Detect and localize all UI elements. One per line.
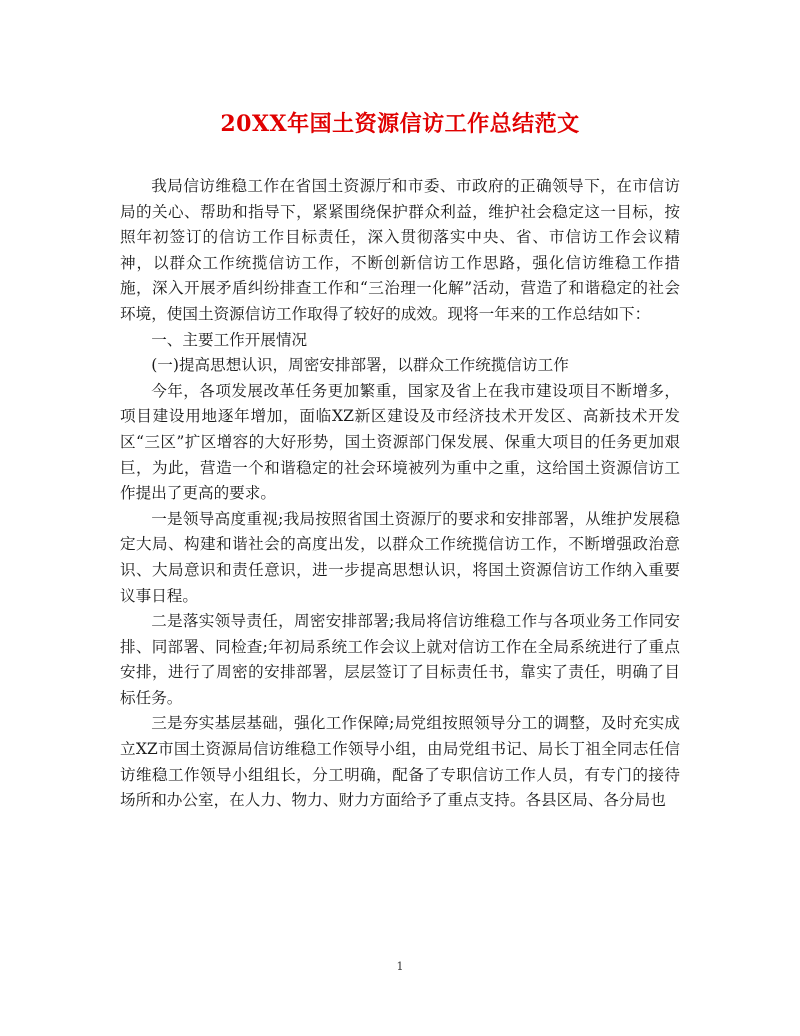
subsection-heading: (一)提高思想认识，周密安排部署，以群众工作统揽信访工作 (151, 356, 569, 375)
section-heading: 一、主要工作开展情况 (151, 330, 308, 349)
paragraph: 二是落实领导责任，周密安排部署;我局将信访维稳工作与各项业务工作同安排、同部署、同检查;年初局系统工作会议上就对信访工作在全局系统进行了重点安排，进行了周密的安排部署，层层签订了目标责任书，靠实了责任，明确了目标任务。 (120, 612, 680, 707)
paragraph: 今年，各项发展改革任务更加繁重，国家及省上在我市建设项目不断增多，项目建设用地逐年增加，面临XZ新区建设及市经济技术开发区、高新技术开发区“三区”扩区增容的大好形势，国土资源部门保发展、保重大项目的任务更加艰巨，为此，营造一个和谐稳定的社会环境被列为重中之重，这给国土资源信访工作提出了更高的要求。 (120, 381, 680, 503)
document-title: 20XX年国土资源信访工作总结范文 (220, 111, 580, 137)
document-body (120, 174, 680, 814)
paragraph: 一是领导高度重视;我局按照省国土资源厅的要求和安排部署，从维护发展稳定大局、构建和谐社会的高度出发，以群众工作统揽信访工作，不断增强政治意识、大局意识和责任意识，进一步提高思想认识，将国土资源信访工作纳入重要议事日程。 (120, 509, 680, 605)
page-number: 1 (396, 960, 404, 973)
paragraph-intro: 我局信访维稳工作在省国土资源厅和市委、市政府的正确领导下，在市信访局的关心、帮助和指导下，紧紧围绕保护群众利益，维护社会稳定这一目标，按照年初签订的信访工作目标责任，深入贯彻落实中央、省、市信访工作会议精神，以群众工作统揽信访工作，不断创新信访工作思路，强化信访维稳工作措施，深入开展矛盾纠纷排查工作和“三治理一化解”活动，营造了和谐稳定的社会环境，使国土资源信访工作取得了较好的成效。现将一年来的工作总结如下： (120, 177, 680, 323)
paragraph: 三是夯实基层基础，强化工作保障;局党组按照领导分工的调整，及时充实成立XZ市国土资源局信访维稳工作领导小组，由局党组书记、局长丁祖全同志任信访维稳工作领导小组组长，分工明确，配备了专职信访工作人员，有专门的接待场所和办公室，在人力、物力、财力方面给予了重点支持。各县区局、各分局也 (120, 714, 680, 810)
